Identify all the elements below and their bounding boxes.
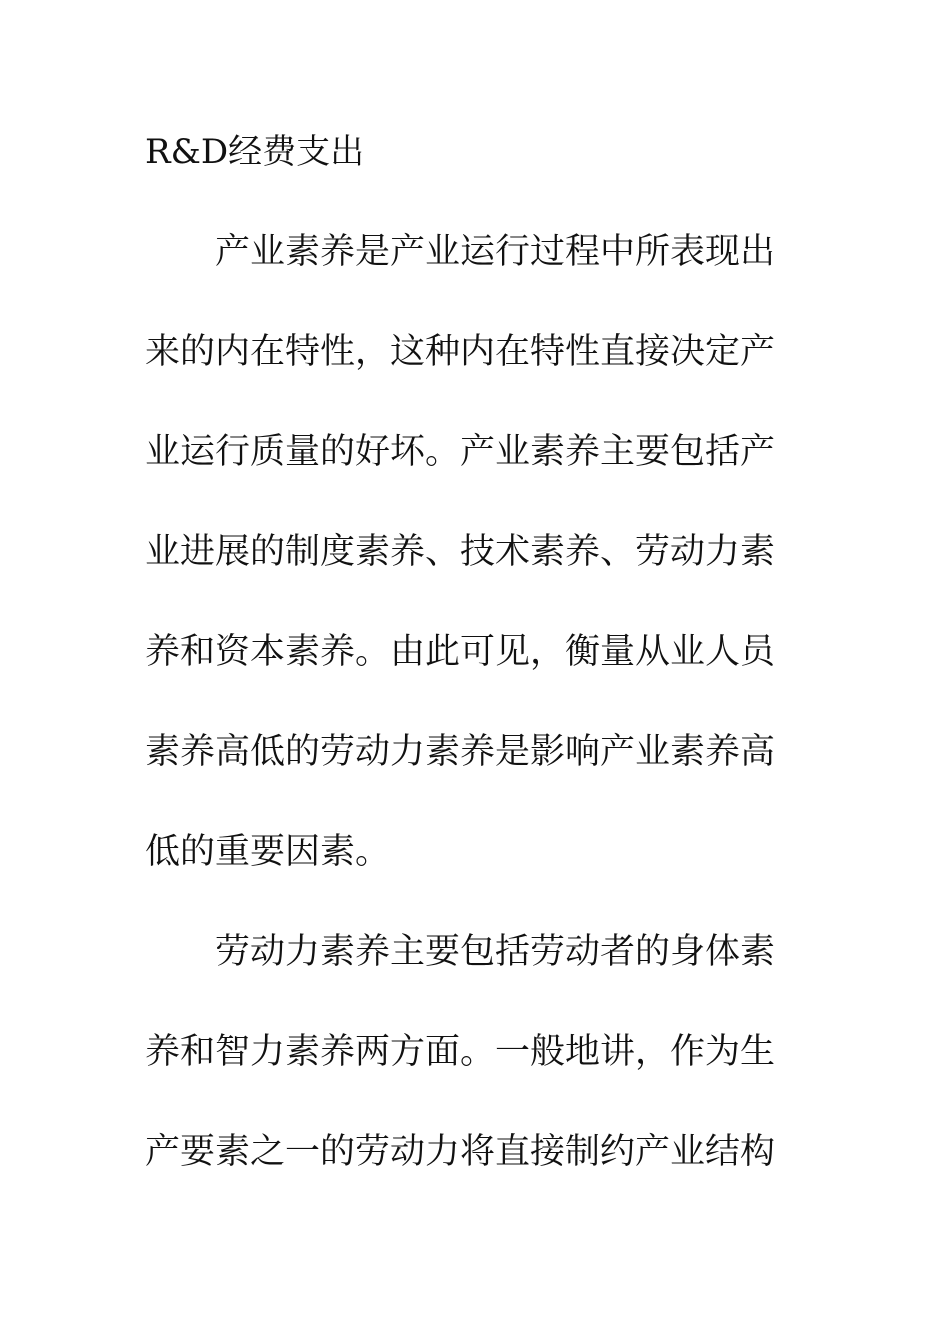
paragraph-line: 产要素之一的劳动力将直接制约产业结构 <box>145 1132 776 1172</box>
paragraph-line: 养和资本素养。由此可见，衡量从业人员 <box>145 632 776 672</box>
paragraph-line: 劳动力素养主要包括劳动者的身体素 <box>215 932 776 972</box>
paragraph-line: 养和智力素养两方面。一般地讲，作为生 <box>145 1032 776 1072</box>
paragraph-line: 业运行质量的好坏。产业素养主要包括产 <box>145 432 776 472</box>
paragraph-line: 素养高低的劳动力素养是影响产业素养高 <box>145 732 776 772</box>
paragraph-line: 低的重要因素。 <box>145 832 391 872</box>
paragraph-line: 业进展的制度素养、技术素养、劳动力素 <box>145 532 776 572</box>
paragraph-line: 产业素养是产业运行过程中所表现出 <box>215 232 776 272</box>
paragraph-line: 来的内在特性，这种内在特性直接决定产 <box>145 332 776 372</box>
section-heading: R&D经费支出 <box>145 132 365 172</box>
